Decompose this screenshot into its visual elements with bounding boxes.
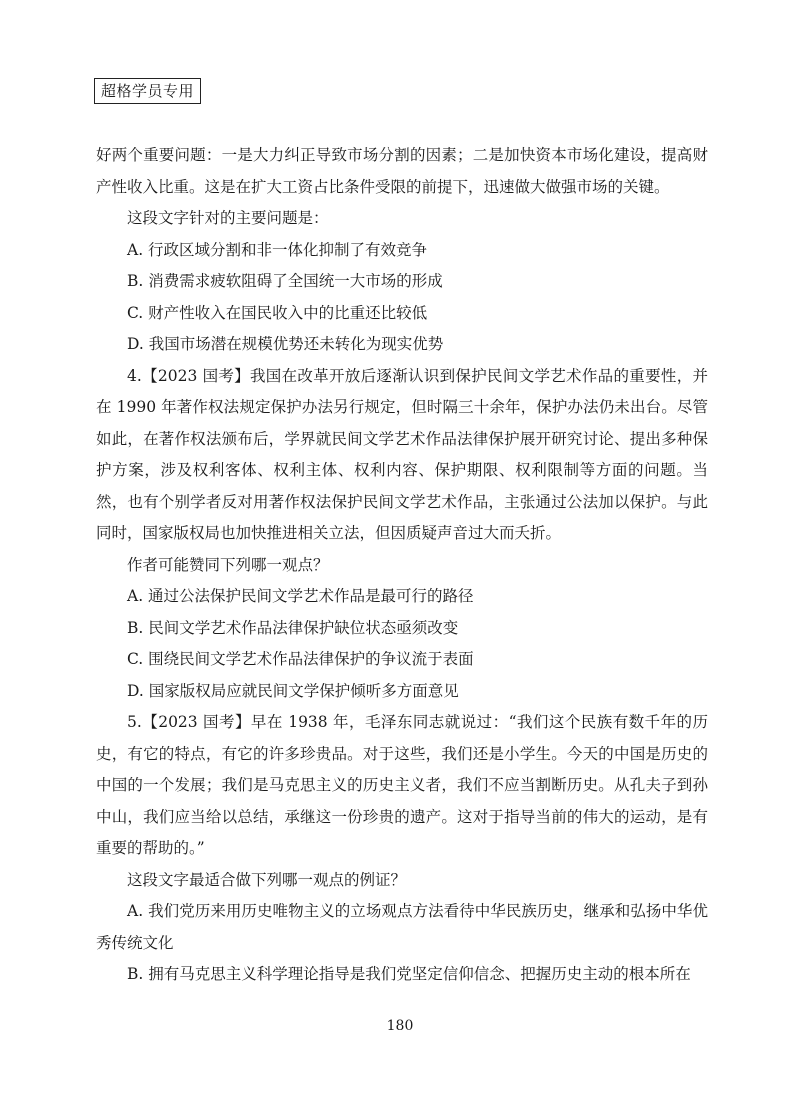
- question-4-option-c: C. 围绕民间文学艺术作品法律保护的争议流于表面: [127, 650, 474, 668]
- question-4-option-d: D. 国家版权局应就民间文学保护倾听多方面意见: [127, 681, 459, 700]
- question-5-option-b: B. 拥有马克思主义科学理论指导是我们党坚定信仰信念、把握历史主动的根本所在: [127, 965, 691, 983]
- question-prompt: 这段文字针对的主要问题是：: [127, 209, 329, 227]
- document-body: [96, 140, 708, 991]
- option-a: A. 行政区域分割和非一体化抑制了有效竞争: [127, 240, 428, 259]
- question-5-option-a: A. 我们党历来用历史唯物主义的立场观点方法看待中华民族历史，继承和弘扬中华优秀传统文化: [96, 902, 708, 952]
- option-c: C. 财产性收入在国民收入中的比重还比较低: [127, 303, 428, 322]
- continuation-paragraph: 好两个重要问题：一是大力纠正导致市场分割的因素；二是加快资本市场化建设，提高财产性收入比重。这是在扩大工资占比条件受限的前提下，迅速做大做强市场的关键。: [96, 146, 708, 196]
- option-b: B. 消费需求疲软阻碍了全国统一大市场的形成: [127, 272, 443, 290]
- student-only-badge: 超格学员专用: [94, 78, 201, 104]
- question-5-passage: 5.【2023 国考】早在 1938 年，毛泽东同志就说过：“我们这个民族有数千年的历史，有它的特点，有它的许多珍贵品。对于这些，我们还是小学生。今天的中国是历史的中国的一个发展；我们是马克思主义的历史主义者，我们不应当割断历史。从孔夫子到孙中山，我们应当给以总结，承继这一份珍贵的遗产。这对于指导当前的伟大的运动，是有重要的帮助的。”: [96, 713, 708, 857]
- question-4-option-b: B. 民间文学艺术作品法律保护缺位状态亟须改变: [127, 618, 459, 637]
- option-d: D. 我国市场潜在规模优势还未转化为现实优势: [127, 335, 444, 353]
- question-4-option-a: A. 通过公法保护民间文学艺术作品是最可行的路径: [127, 587, 474, 605]
- question-5-prompt: 这段文字最适合做下列哪一观点的例证？: [127, 870, 407, 889]
- page-number: 180: [386, 1018, 414, 1034]
- question-4-passage: 4.【2023 国考】我国在改革开放后逐渐认识到保护民间文学艺术作品的重要性，并在 1990 年著作权法规定保护办法另行规定，但时隔三十余年，保护办法仍未出台。尽管如此，在著作权法颁布后，学界就民间文学艺术作品法律保护展开研究讨论、提出多种保护方案，涉及权利客体、权利主体、权利内容、保护期限、权利限制等方面的问题。当然，也有个别学者反对用著作权法保护民间文学艺术作品，主张通过公法加以保护。与此同时，国家版权局也加快推进相关立法，但因质疑声音过大而夭折。: [96, 366, 708, 542]
- question-4-prompt: 作者可能赞同下列哪一观点？: [127, 555, 329, 574]
